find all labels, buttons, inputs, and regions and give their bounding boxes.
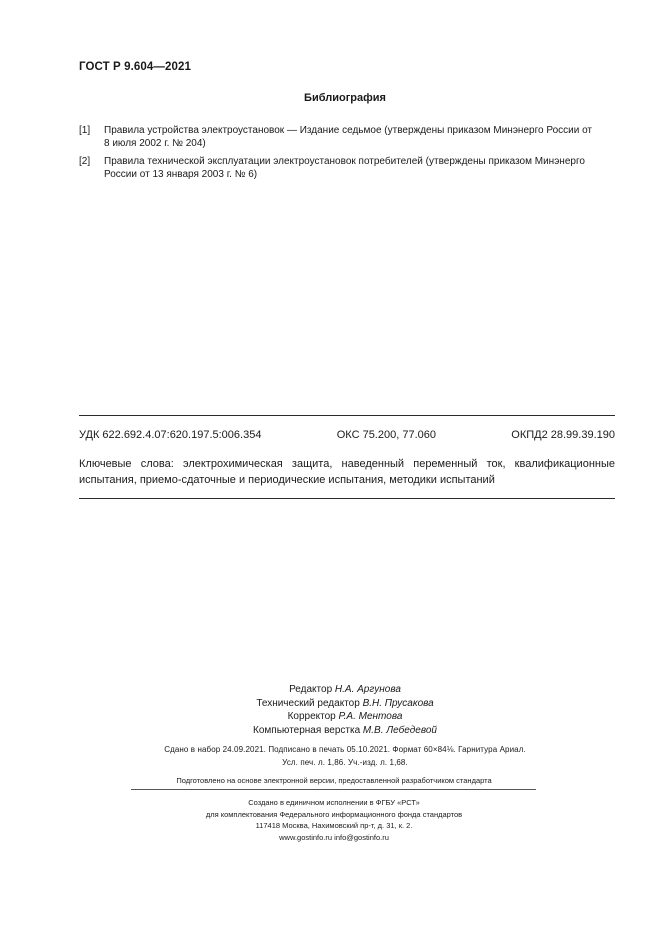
prepared-note: Подготовлено на основе электронной версии, предоставленной разработчиком стандарта [176, 776, 492, 785]
bibliography-item-number: [1] [79, 125, 91, 136]
footer-line: Создано в единичном исполнении в ФГБУ «РСТ» [248, 798, 420, 807]
footer-line: www.gostinfo.ru info@gostinfo.ru [279, 832, 389, 842]
staff-layout [0, 724, 661, 738]
staff-name: Н.А. Аргунова [334, 684, 401, 695]
staff-name: В.Н. Прусакова [362, 697, 434, 709]
staff-technical-editor [0, 697, 661, 711]
staff-role: Компьютерная верстка [253, 724, 361, 736]
print-info-line: Сдано в набор 24.09.2021. Подписано в печать 05.10.2021. Формат 60×84⅛. Гарнитура Ариал. [164, 745, 526, 754]
staff-editor [0, 683, 661, 697]
staff-role: Корректор [287, 711, 336, 722]
divider-bottom [79, 498, 615, 499]
classification-row [79, 429, 615, 441]
oks-code: ОКС 75.200, 77.060 [336, 429, 436, 441]
staff-corrector [0, 710, 661, 724]
document-code: ГОСТ Р 9.604—2021 [79, 61, 191, 73]
print-info-line: Усл. печ. л. 1,86. Уч.-изд. л. 1,68. [282, 758, 408, 767]
staff-name: М.В. Лебедевой [362, 724, 437, 736]
staff-role: Технический редактор [256, 697, 360, 709]
footer-line: для комплектования Федерального информационного фонда стандартов [205, 809, 463, 819]
bibliography-item [79, 155, 599, 181]
bibliography-item [79, 124, 599, 150]
keywords-text: Ключевые слова: электрохимическая защита, наведенный переменный ток, квалификационные испытания, приемо-сдаточные и периодические испытания, методики испытаний [79, 458, 615, 486]
okpd-code: ОКПД2 28.99.39.190 [511, 429, 615, 441]
staff-role: Редактор [289, 684, 333, 695]
bibliography-item-text: Правила технической эксплуатации электроустановок потребителей (утверждены приказом Минэнерго России от 13 января 2003 г. № 6) [104, 156, 585, 180]
bibliography-title: Библиография [304, 92, 386, 104]
udk-code: УДК 622.692.4.07:620.197.5:006.354 [79, 429, 262, 441]
divider-top [79, 415, 615, 416]
footer-line: 117418 Москва, Нахимовский пр-т, д. 31, к. 2. [255, 821, 413, 830]
bibliography-item-text: Правила устройства электроустановок — Издание седьмое (утверждены приказом Минэнерго России от 8 июля 2002 г. № 204) [104, 125, 593, 149]
divider-footer [131, 789, 536, 790]
staff-name: Р.А. Ментова [338, 711, 403, 722]
bibliography-item-number: [2] [79, 156, 91, 167]
